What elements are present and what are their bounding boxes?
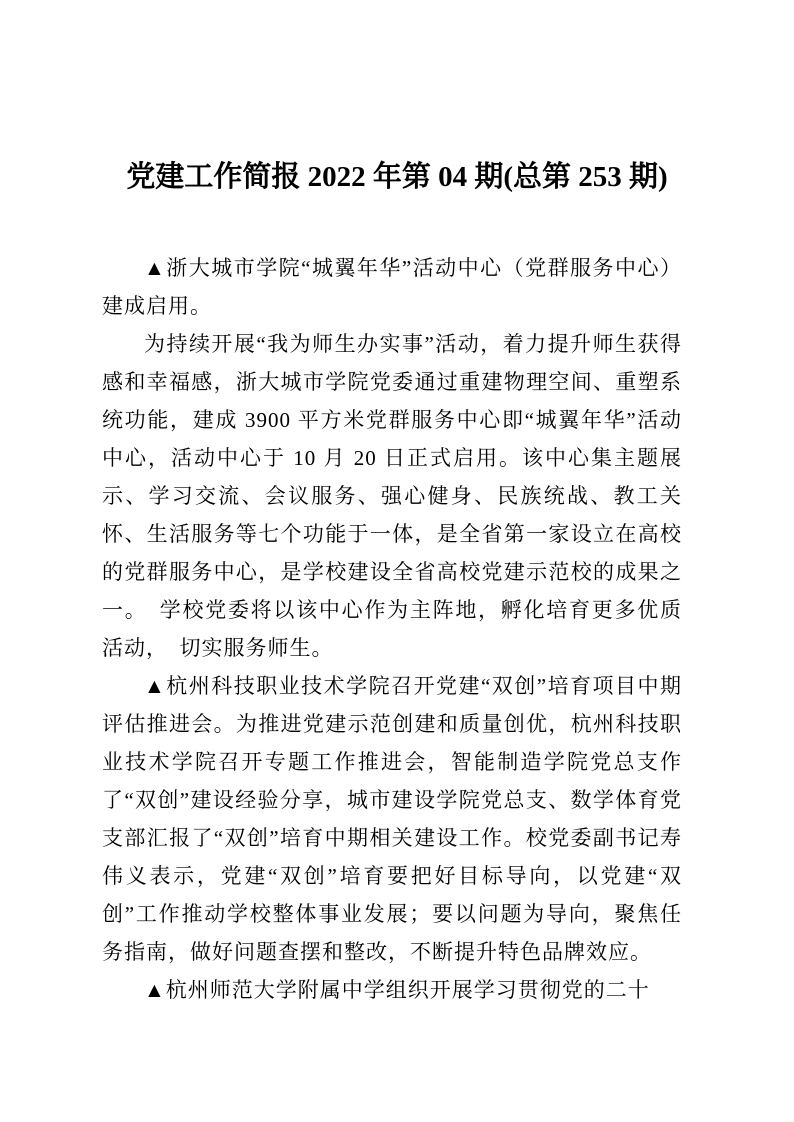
body-paragraph-2: 为持续开展“我为师生办实事”活动，着力提升师生获得感和幸福感，浙大城市学院党委通过重建物理空间、重塑系统功能，建成 3900 平方米党群服务中心即“城翼年华”活动中心，活动中心于 10 月 20 日正式启用。该中心集主题展示、学习交流、会议服务、强心健身、民族统战、教工关怀、生活服务等七个功能于一体，是全省第一家设立在高校的党群服务中心，是学校建设全省高校党建示范校的成果之一。 学校党委将以该中心作为主阵地，孵化培育更多优质活动， 切实服务师生。	[102, 332, 682, 660]
body-paragraph-4: ▲杭州师范大学附属中学组织开展学习贯彻党的二十	[144, 978, 650, 1002]
body-paragraph-3: ▲杭州科技职业技术学院召开党建“双创”培育项目中期评估推进会。为推进党建示范创建和质量创优，杭州科技职业技术学院召开专题工作推进会，智能制造学院党总支作了“双创”建设经验分享，城市建设学院党总支、数学体育党支部汇报了“双创”培育中期相关建设工作。校党委副书记寿伟义表示，党建“双创”培育要把好目标导向，以党建“双创”工作推动学校整体事业发展；要以问题为导向，聚焦任务指南，做好问题查摆和整改，不断提升特色品牌效应。	[102, 674, 682, 964]
body-paragraph-1: ▲浙大城市学院“城翼年华”活动中心（党群服务中心）建成启用。	[102, 256, 682, 318]
document-title: 党建工作简报 2022 年第 04 期(总第 253 期)	[126, 161, 668, 193]
document-body	[102, 249, 682, 1009]
